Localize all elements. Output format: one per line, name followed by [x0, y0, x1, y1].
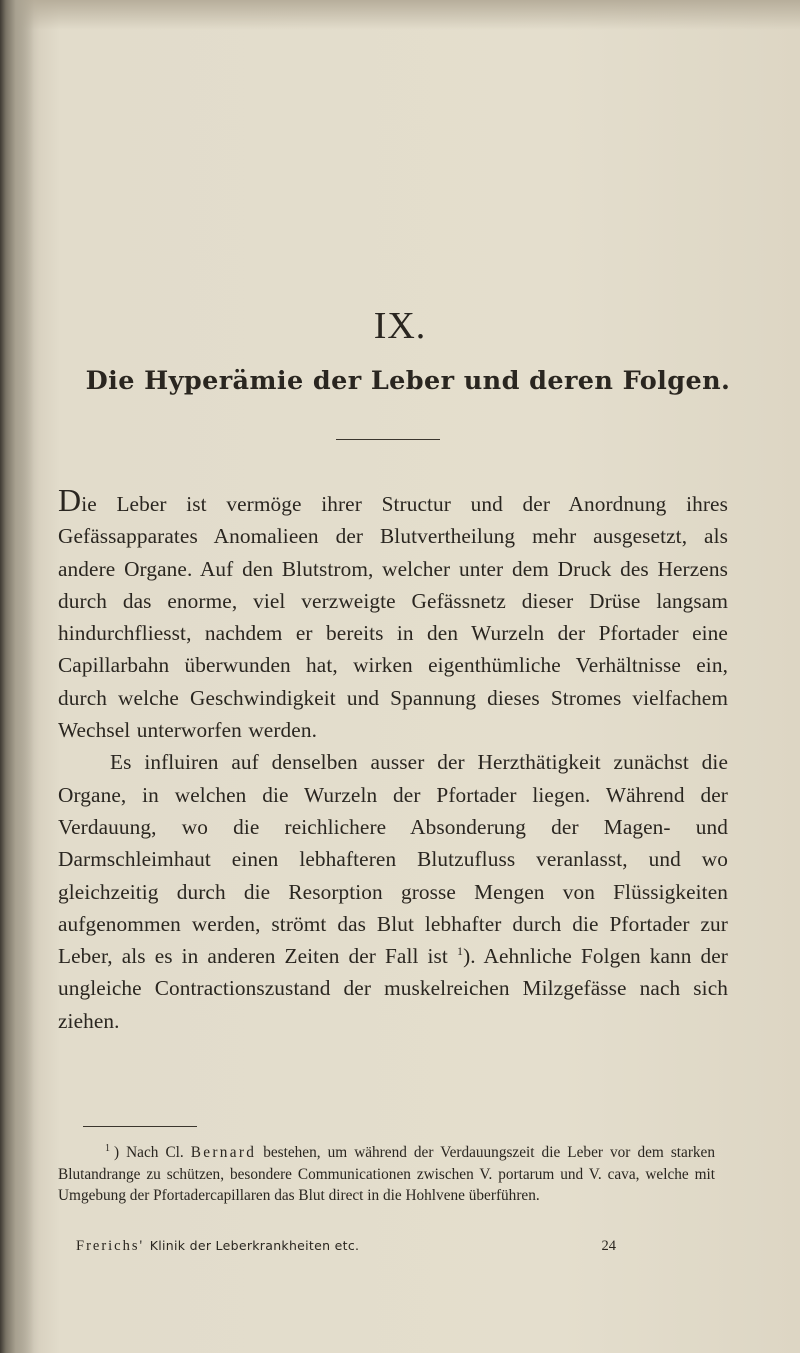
- chapter-number: IX.: [373, 305, 427, 347]
- body-text: [58, 482, 728, 1037]
- chapter-title: Die Hyperämie der Leber und deren Folgen.: [85, 366, 731, 396]
- footnote-reference: 1: [456, 944, 464, 959]
- sheet-number: 24: [601, 1238, 616, 1254]
- title-divider: [336, 439, 440, 440]
- footnote-author: Bernard: [190, 1144, 257, 1161]
- footnote-text-b: bestehen, um während der Verdauungszeit die Leber vor dem starken Blutandrange zu schützen, besondere Communicationen zwischen V. portarum und V. cava, welche mit Umgebung der Pfortadercapillaren das Blut direct in die Hohlvene überführen.: [58, 1144, 715, 1204]
- printer-signature: [76, 1236, 616, 1256]
- paragraph-1-text: ie Leber ist vermöge ihrer Structur und der Anordnung ihres Gefässapparates Anomalieen der Blutvertheilung mehr ausgesetzt, als andere Organe. Auf den Blutstrom, welcher unter dem Druck des Herzens durch das enorme, viel verzweigte Gefässnetz dieser Drüse langsam hindurchfliesst, nachdem er bereits in den Wurzeln der Pfortader eine Capillarbahn überwunden hat, wirken eigenthümliche Verhältnisse ein, durch welche Geschwindigkeit und Spannung dieses Stromes vielfachem Wechsel unterworfen werden.: [58, 492, 728, 743]
- footnote-divider: [83, 1126, 197, 1127]
- signature-name: Frerichs': [76, 1238, 145, 1254]
- book-spine-shadow: [0, 0, 34, 1353]
- footnote-mark: 1: [105, 1142, 110, 1154]
- initial-letter: D: [58, 482, 82, 518]
- paragraph-2-text-a: Es influiren auf denselben ausser der Herzthätigkeit zunächst die Organe, in welchen die Wurzeln der Pfortader liegen. Während der Verdauung, wo die reichlichere Absonderung der Magen- und Darmschleimhaut einen lebhafteren Blutzufluss veranlasst, und wo gleichzeitig durch die Resorption grosse Mengen von Flüssigkeiten aufgenommen werden, strömt das Blut lebhafter durch die Pfortader zur Leber, als es in anderen Zeiten der Fall ist: [58, 750, 728, 969]
- signature-title: Klinik der Leberkrankheiten etc.: [149, 1238, 360, 1253]
- paragraph-2: [58, 746, 728, 1037]
- footnote-text-a: ) Nach Cl.: [114, 1144, 191, 1161]
- footnote: [58, 1142, 715, 1207]
- paragraph-1: [58, 482, 728, 746]
- paragraph-2-text-b: ). Aehnliche Folgen kann der ungleiche Contractionszustand der muskelreichen Milzgefässe nach sich ziehen.: [58, 944, 728, 1033]
